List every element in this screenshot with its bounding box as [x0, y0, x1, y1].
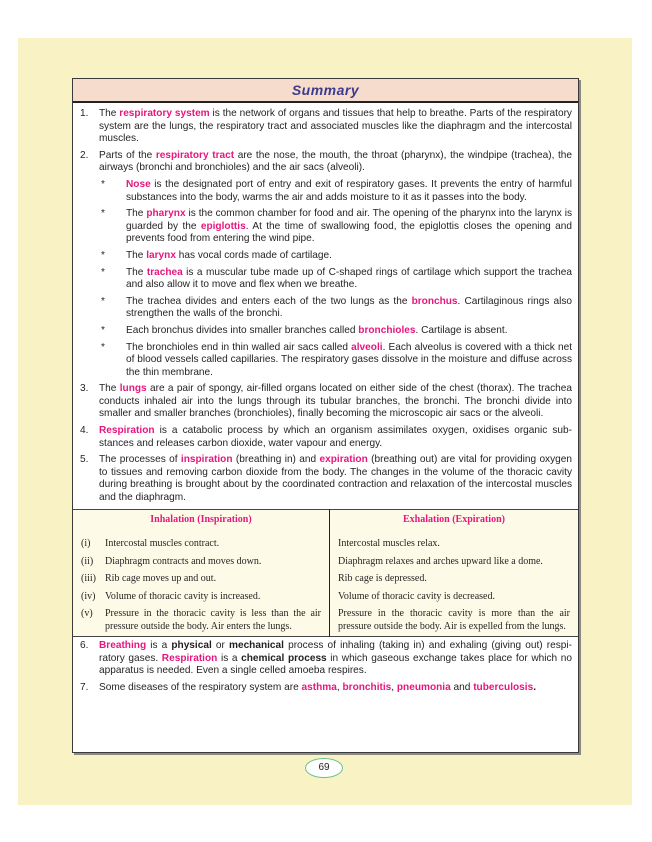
text: or [211, 640, 229, 652]
highlighted-term: bronchioles [358, 324, 416, 336]
item-text [99, 640, 572, 678]
text: The bronchioles end in thin walled air sacs called [126, 341, 352, 353]
row-numeral: (iv) [81, 590, 96, 602]
bold-text: mechanical [228, 640, 284, 652]
text: Each bronchus divides into smaller branches called [126, 324, 359, 336]
item-text [99, 425, 572, 450]
row-numeral: (i) [81, 538, 91, 550]
text: is a [146, 640, 172, 652]
text: The trachea divides and enters each of the two lungs as the [126, 295, 412, 307]
highlighted-term: respiratory system [119, 108, 210, 119]
item-text [99, 383, 572, 421]
item-text [99, 682, 572, 695]
exhalation-cell: Volume of thoracic cavity is decreased. [338, 590, 495, 602]
sub-item-text [126, 296, 572, 321]
text: is a catabolic process by which an organism assimilates oxygen, oxidises organic sub-stances and releases carbon dioxide, water vapour and energy. [99, 425, 572, 449]
text: are the nose, the mouth, the throat (pharynx), the windpipe (trachea), the airways (bronchi and bronchioles) and the air sacs (alveoli). [99, 149, 573, 174]
exhalation-cell: Intercostal muscles relax. [338, 538, 440, 550]
table-row [73, 536, 578, 554]
item-number: 5. [80, 454, 89, 466]
highlighted-term: Respiration [99, 425, 155, 437]
sub-item [98, 325, 572, 338]
table-row [73, 606, 578, 637]
sub-item [98, 179, 572, 204]
summary-item [79, 150, 572, 175]
highlighted-term: respiratory tract [155, 149, 235, 161]
item-number: 4. [80, 425, 89, 437]
highlighted-term: bronchitis [342, 681, 392, 693]
text: . Cartilage is absent. [415, 324, 508, 336]
highlighted-term: lungs [119, 383, 147, 395]
summary-item [79, 640, 572, 678]
sub-item-text [126, 325, 572, 338]
highlighted-term: Respiration [161, 652, 218, 664]
summary-title: Summary [73, 79, 578, 103]
text: (breathing in) and [232, 454, 320, 466]
highlighted-term: bronchus [411, 295, 458, 307]
highlighted-term: asthma [301, 681, 337, 693]
item-number: 3. [80, 383, 89, 395]
table-row [73, 554, 578, 572]
text: . Each alveolus is covered with a thick net of blood vessels called capillaries. The respiratory gases dissolve in the moisture and diffuse across the thin membrane. [126, 341, 573, 378]
inhalation-header: Inhalation (Inspiration) [73, 509, 330, 536]
breathing-comparison-table [73, 509, 578, 638]
sub-item-text [126, 250, 572, 263]
text: is the network of organs and tissues that help to breathe. Parts of the respiratory system are the lungs, the respiratory tract and associated muscles like the diaphragm and the intercostal muscles. [99, 108, 572, 145]
text: process of inhaling (taking in) and exhaling (giving out) respi-ratory gases. [99, 640, 572, 664]
table-row [73, 589, 578, 607]
inhalation-text: Volume of thoracic cavity is increased. [105, 590, 261, 602]
inhalation-cell [73, 536, 330, 554]
table-row [73, 571, 578, 589]
sub-item [98, 208, 572, 246]
text: The [99, 108, 120, 119]
inhalation-text: Diaphragm contracts and moves down. [105, 555, 262, 567]
text: Parts of the [99, 149, 156, 161]
text: The [99, 383, 120, 395]
bold-text: physical [171, 640, 212, 652]
highlighted-term: expiration [319, 454, 368, 466]
exhalation-cell: Pressure in the thoracic cavity is more than the air pressure outside the body. Air is expelled from the lungs. [338, 608, 570, 632]
highlighted-term: tuberculosis [473, 681, 534, 693]
inhalation-cell [73, 554, 330, 572]
bullet-star-icon: * [101, 249, 105, 261]
summary-item [79, 682, 572, 695]
highlighted-term: pharynx [146, 208, 186, 220]
summary-item [79, 108, 572, 146]
highlighted-term: Breathing [99, 640, 147, 652]
text: , [336, 681, 343, 693]
summary-list [79, 108, 572, 505]
sub-item [98, 296, 572, 321]
inhalation-text: Intercostal muscles contract. [105, 538, 220, 550]
sub-item-text [126, 267, 572, 292]
summary-item [79, 383, 572, 421]
highlighted-term: trachea [146, 266, 183, 278]
text: The [126, 266, 147, 278]
inhalation-text: Pressure in the thoracic cavity is less than the air pressure outside the body. Air enters the lungs. [105, 608, 321, 632]
exhalation-header: Exhalation (Expiration) [403, 513, 505, 525]
text: . At the time of swallowing food, the epiglottis closes the opening and prevents food from entering the wind pipe. [126, 220, 572, 245]
item-text [99, 454, 572, 504]
text: is the designated port of entry and exit of respiratory gases. It prevents the entry of harmful substances into the body, warms the air and adds moisture to it as it passes into the body. [126, 178, 572, 203]
highlighted-term: larynx [146, 249, 176, 261]
text: . Cartilaginous rings also strengthen the walls of the bronchi. [126, 295, 572, 320]
sub-item [98, 342, 572, 380]
summary-box [72, 78, 579, 753]
sub-item-text [126, 342, 572, 380]
text: (breathing out) are vital for providing oxygen to tissues and removing carbon dioxide from the body. The changes in the volume of the thoracic cavity during breathing is brought about by the coordinated contraction and relaxation of the intercostal muscles and the diaphragm. [99, 454, 572, 504]
text: has vocal cords made of cartilage. [175, 249, 332, 261]
bullet-star-icon: * [101, 295, 105, 307]
item-number: 2. [80, 149, 89, 161]
highlighted-term: inspiration [180, 454, 233, 466]
exhalation-cell: Rib cage is depressed. [338, 573, 427, 585]
text: is a [217, 652, 242, 664]
highlighted-term: epiglottis [200, 220, 246, 232]
sub-item-text [126, 179, 572, 204]
item-number: 1. [80, 108, 89, 119]
bullet-star-icon: * [101, 208, 105, 220]
inhalation-cell [73, 589, 330, 607]
sub-item [98, 267, 572, 292]
bold-text: . [533, 681, 537, 693]
highlighted-term: pneumonia [396, 681, 451, 693]
summary-item [79, 454, 572, 504]
bullet-star-icon: * [101, 341, 105, 353]
text: The processes of [99, 454, 181, 466]
text: The [126, 249, 147, 261]
text: is a muscular tube made up of C-shaped rings of cartilage which support the trachea and also allow it to move and flex when we breathe. [126, 266, 572, 291]
bullet-star-icon: * [101, 266, 105, 278]
item-number: 6. [80, 640, 89, 652]
page-number: 69 [305, 758, 343, 778]
inhalation-text: Rib cage moves up and out. [105, 573, 217, 585]
inhalation-cell [73, 571, 330, 589]
row-numeral: (ii) [81, 555, 94, 567]
text: Some diseases of the respiratory system are [99, 681, 302, 693]
text: in which gaseous exchange takes place for which no apparatus is needed. Even a single celled amoeba respires. [99, 652, 572, 677]
highlighted-term: Nose [126, 178, 151, 190]
bullet-star-icon: * [101, 324, 105, 336]
row-numeral: (v) [81, 608, 93, 620]
row-numeral: (iii) [81, 573, 96, 585]
highlighted-term: alveoli [351, 341, 383, 353]
inhalation-cell [73, 606, 330, 637]
text: and [450, 681, 474, 693]
bullet-star-icon: * [101, 178, 105, 190]
item-text [99, 150, 572, 175]
text: is the common chamber for food and air. The opening of the pharynx into the larynx is guarded by the [126, 208, 573, 232]
summary-item [79, 425, 572, 450]
summary-list-continued [79, 640, 572, 694]
bold-text: chemical process [241, 652, 327, 664]
summary-content [73, 103, 578, 695]
exhalation-cell: Diaphragm relaxes and arches upward like a dome. [338, 555, 543, 567]
text: , [391, 681, 397, 693]
item-number: 7. [80, 681, 89, 693]
item-text [99, 108, 572, 146]
sub-item-text [126, 208, 572, 246]
sub-item [98, 250, 572, 263]
text: The [126, 208, 147, 220]
text: are a pair of spongy, air-filled organs located on either side of the chest (thorax). The trachea conducts inhaled air into the lungs through its tubular branches, the bronchi. The bronchi divide into smaller and smaller branches (bronchioles), finally becoming the microscopic air sacs or the alveoli. [99, 383, 572, 420]
